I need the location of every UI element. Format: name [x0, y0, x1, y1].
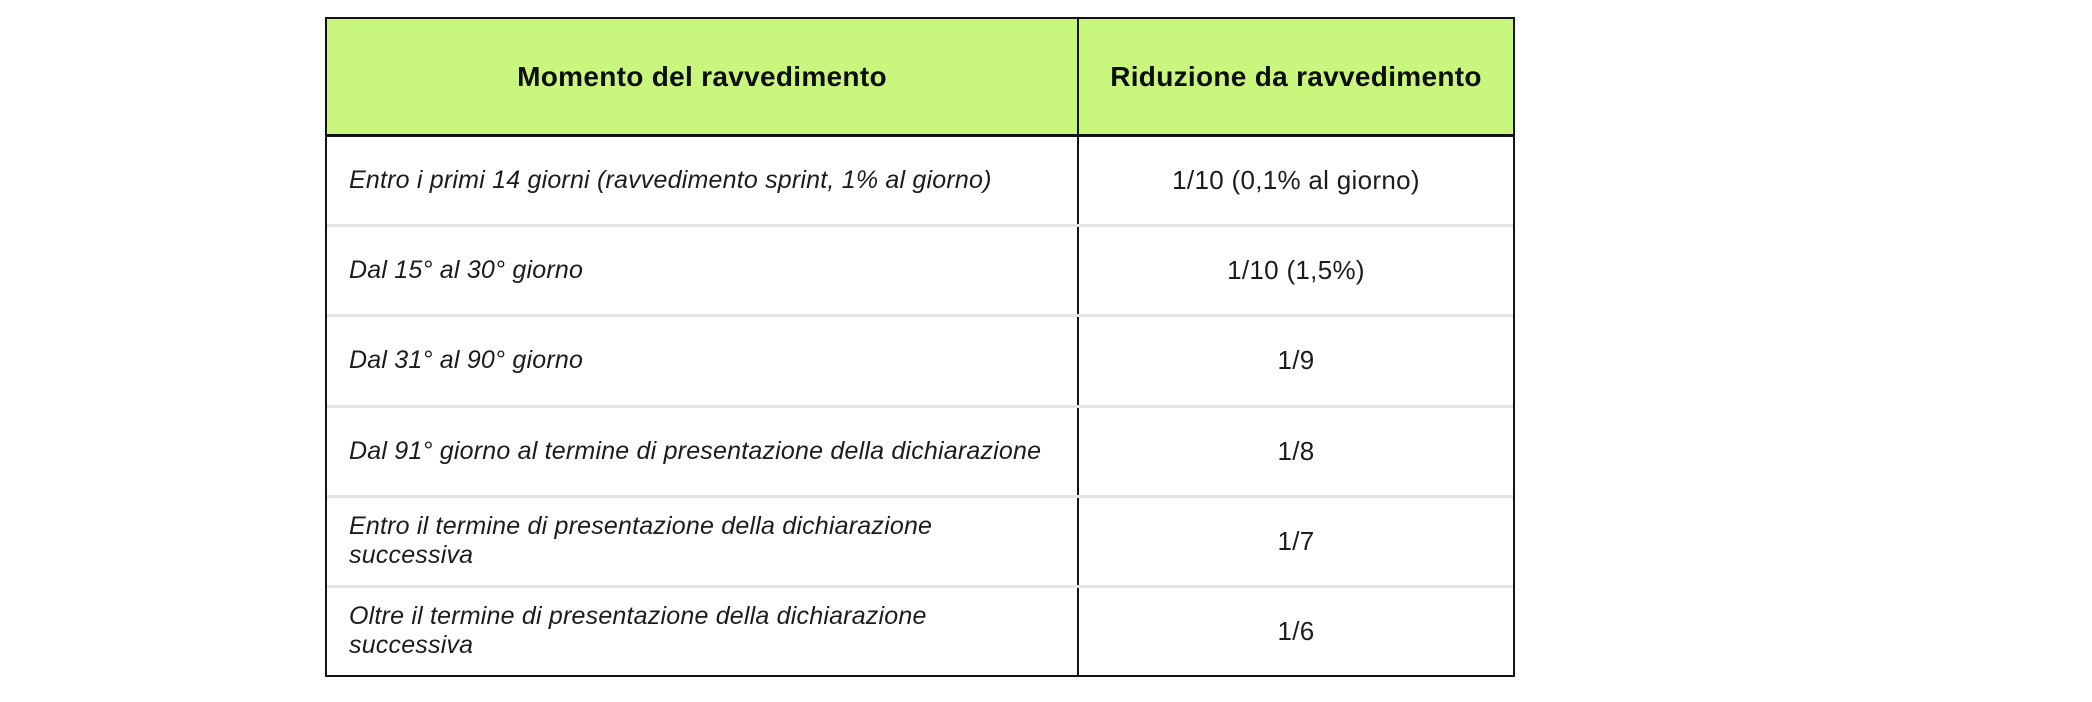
cell-riduzione: 1/9: [1277, 345, 1315, 376]
table-row: [327, 314, 1513, 404]
header-riduzione-ravvedimento: Riduzione da ravvedimento: [1110, 60, 1482, 92]
cell-riduzione: 1/8: [1277, 435, 1315, 466]
table-row: [327, 495, 1513, 585]
cell-riduzione: 1/7: [1277, 525, 1315, 556]
cell-riduzione: 1/10 (0,1% al giorno): [1172, 165, 1420, 196]
cell-riduzione: 1/10 (1,5%): [1227, 255, 1365, 286]
header-momento-ravvedimento: Momento del ravvedimento: [327, 19, 1079, 134]
cell-momento: Dal 91° giorno al termine di presentazione della dichiarazione: [327, 408, 1079, 495]
table-row: [327, 405, 1513, 495]
cell-riduzione: 1/6: [1277, 615, 1315, 646]
cell-momento: Oltre il termine di presentazione della dichiarazione successiva: [327, 588, 1079, 675]
table-row: [327, 224, 1513, 314]
table-row: [327, 585, 1513, 675]
cell-momento: Dal 31° al 90° giorno: [327, 317, 1079, 404]
table-row: [327, 137, 1513, 224]
table-body: [327, 137, 1513, 675]
cell-momento: Dal 15° al 30° giorno: [327, 227, 1079, 314]
table-header-row: [327, 19, 1513, 137]
ravvedimento-table: [325, 17, 1515, 677]
cell-momento: Entro i primi 14 giorni (ravvedimento sprint, 1% al giorno): [327, 137, 1079, 224]
cell-momento: Entro il termine di presentazione della dichiarazione successiva: [327, 498, 1079, 585]
